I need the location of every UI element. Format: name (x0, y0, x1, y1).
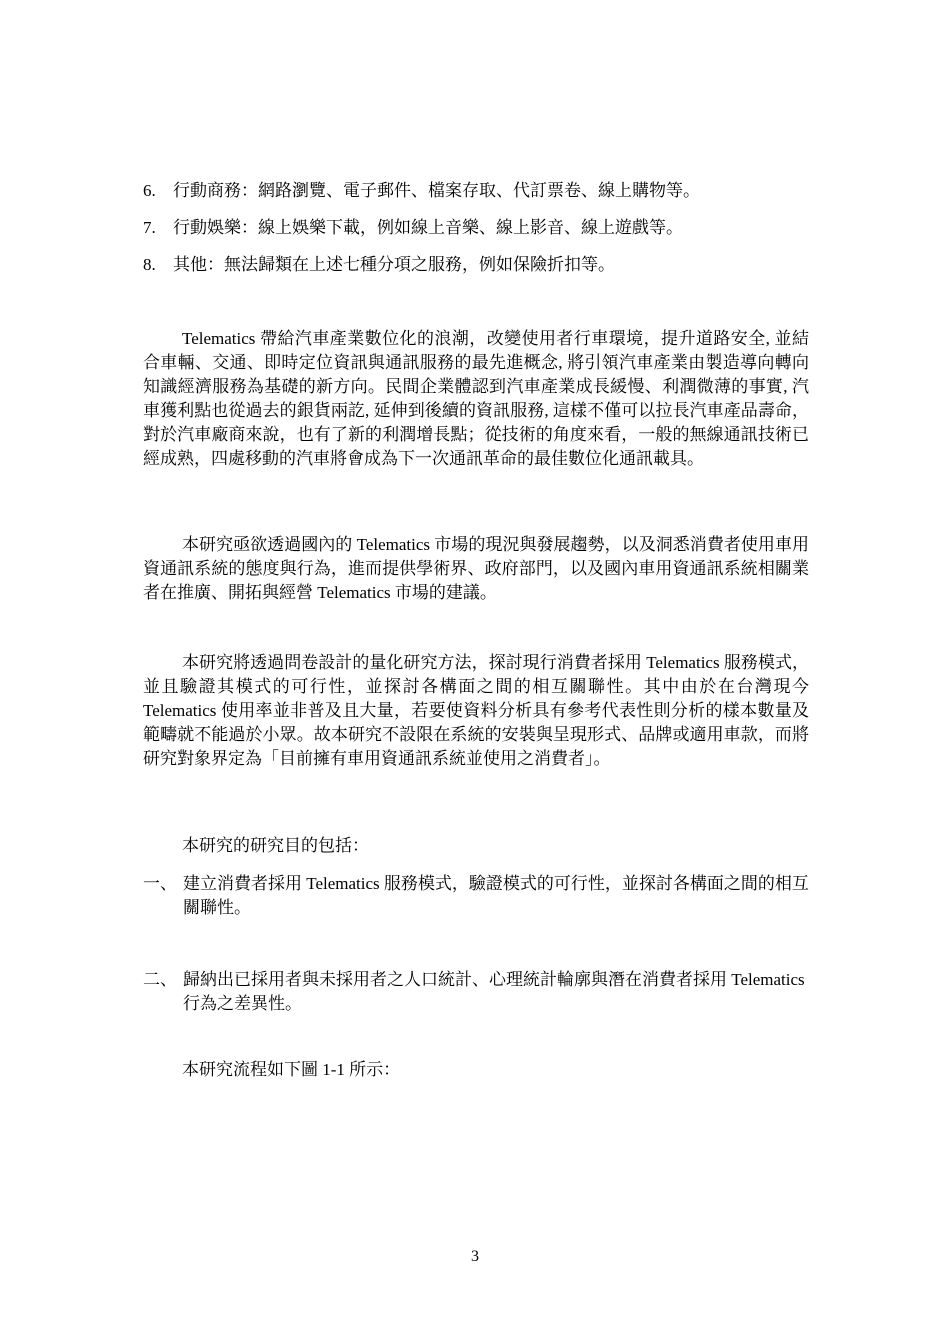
objective-text: 建立消費者採用 Telematics 服務模式，驗證模式的可行性，並探討各構面之間的相互關聯性。 (183, 874, 809, 917)
services-list (143, 178, 823, 289)
list-item (143, 178, 823, 215)
list-item-text: 其他：無法歸類在上述七種分項之服務，例如保險折扣等。 (173, 255, 615, 274)
list-item-number: 7. (143, 218, 156, 237)
list-item-text: 行動商務：網路瀏覽、電子郵件、檔案存取、代訂票卷、線上購物等。 (173, 181, 700, 200)
objective-marker: 一、 (143, 874, 177, 893)
objective-text: 歸納出已採用者與未採用者之人口統計、心理統計輪廓與潛在消費者採用 Telematics 行為之差異性。 (183, 970, 805, 1013)
paragraph-research-flow: 本研究流程如下圖 1-1 所示： (182, 1060, 401, 1079)
paragraph-objectives-heading: 本研究的研究目的包括： (182, 836, 369, 855)
list-item (143, 215, 823, 252)
list-item-number: 8. (143, 255, 156, 274)
list-item-number: 6. (143, 181, 156, 200)
page-number: 3 (471, 1248, 479, 1265)
objective-marker: 二、 (143, 970, 177, 989)
list-item-text: 行動娛樂：線上娛樂下載，例如線上音樂、線上影音、線上遊戲等。 (173, 218, 683, 237)
list-item (143, 252, 823, 289)
objective-item (143, 968, 809, 1016)
paragraph-telematics-intro: Telematics 帶給汽車產業數位化的浪潮，改變使用者行車環境，提升道路安全, 並結合車輛、交通、即時定位資訊與通訊服務的最先進概念, 將引領汽車產業由製造導向轉向知識經濟服務為基礎的新方向。民間企業體認到汽車產業成長緩慢、利潤微薄的事實, 汽車獲利點也從過去的銀貨兩訖, 延伸到後續的資訊服務, 這樣不僅可以拉長汽車產品壽命，對於汽車廠商來說，也有了新的利潤增長點；從技術的角度來看，一般的無線通訊技術已經成熟，四處移動的汽車將會成為下一次通訊革命的最佳數位化通訊載具。 (143, 329, 809, 468)
paragraph-research-method: 本研究將透過問卷設計的量化研究方法，探討現行消費者採用 Telematics 服務模式，並且驗證其模式的可行性，並探討各構面之間的相互關聯性。其中由於在台灣現今 Telematics 使用率並非普及且大量，若要使資料分析具有參考代表性則分析的樣本數量及範疇就不能過於小眾。故本研究不設限在系統的安裝與呈現形式、品牌或適用車款，而將研究對象界定為「目前擁有車用資通訊系統並使用之消費者」。 (143, 653, 809, 768)
objective-item (143, 872, 809, 920)
paragraph-research-motivation: 本研究亟欲透過國內的 Telematics 市場的現況與發展趨勢，以及洞悉消費者使用車用資通訊系統的態度與行為，進而提供學術界、政府部門，以及國內車用資通訊系統相關業者在推廣、開拓與經營 Telematics 市場的建議。 (143, 535, 809, 602)
